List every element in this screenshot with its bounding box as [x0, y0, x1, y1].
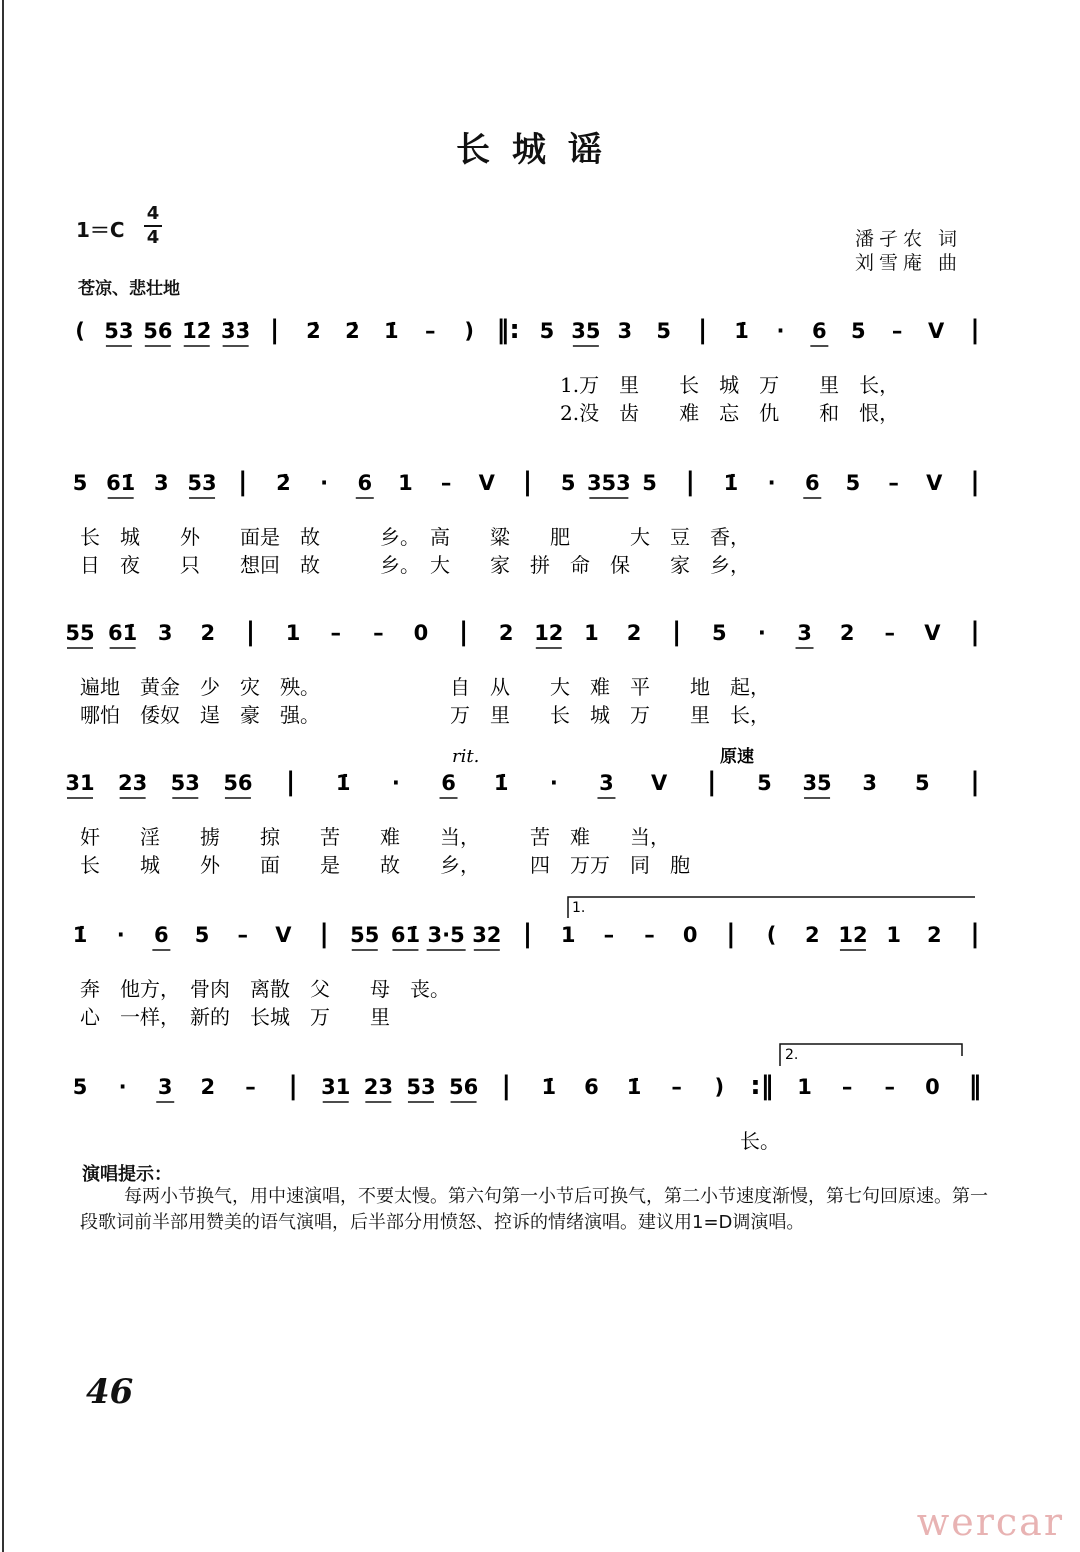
score-note: 2: [200, 1075, 216, 1099]
score-note: 5: [656, 319, 672, 343]
score-note: 61̇: [390, 923, 421, 947]
score-note: 2: [839, 621, 855, 645]
score-note: 3: [797, 621, 812, 645]
score-note: 1: [886, 923, 901, 947]
score-note: 5: [757, 771, 772, 795]
lyric-line: 奸 淫 掳 掠 苦 难 当， 苦 难 当，: [80, 825, 670, 849]
score-note: –: [841, 1075, 853, 1099]
lyric-line: 2.没 齿 难 忘 仇 和 恨，: [560, 401, 900, 425]
score-note: 2̇: [276, 471, 291, 495]
singing-tips-body: 每两小节换气，用中速演唱，不要太慢。第六句第一小节后可换气，第二小节速度渐慢，第七句回原速。第一段歌词前半部用赞美的语气演唱，后半部分用愤怒、控诉的情绪演唱。建议用1=D调演唱。: [80, 1186, 988, 1233]
score-note: ): [714, 1075, 725, 1099]
score-note: |: [501, 1071, 511, 1101]
time-signature-bottom: 4: [146, 227, 160, 248]
score-note: 23: [363, 1075, 393, 1099]
score-note: 353: [586, 471, 631, 495]
score-note: 1̇: [626, 1075, 642, 1099]
score-note: 1: [797, 1075, 812, 1099]
lyric-line: 长。: [80, 1129, 780, 1153]
score-note: 12: [838, 923, 868, 947]
score-note: 0: [925, 1075, 940, 1099]
page-number: 46: [86, 1372, 134, 1412]
singing-tips-heading: 演唱提示：: [82, 1164, 172, 1185]
score-note: 5: [642, 471, 657, 495]
score-note: ·: [757, 621, 766, 645]
score-note: 1: [398, 471, 413, 495]
score-note: 6: [441, 771, 456, 795]
lyric-line: 日 夜 只 想回 故 乡。 大 家 拼 命 保 家 乡，: [80, 553, 750, 577]
song-title: 长城谣: [456, 130, 624, 170]
score-note: 56: [448, 1075, 479, 1099]
score-note: ·: [776, 319, 785, 343]
score-note: –: [884, 1075, 896, 1099]
lyric-line: 长 城 外 面 是 故 乡， 四 万万 同 胞: [80, 853, 690, 877]
score-note: 23: [118, 771, 148, 795]
score-note: V: [927, 319, 945, 343]
score-note: 2: [498, 621, 514, 645]
lyric-line: 遍地 黄金 少 灾 殃。 自 从 大 难 平 地 起，: [80, 675, 770, 699]
score-note: 6: [812, 319, 827, 343]
score-note: (: [75, 319, 85, 343]
score-note: |: [970, 617, 980, 647]
score-note: 1̇: [383, 319, 399, 343]
score-note: |: [237, 467, 248, 497]
score-note: –: [603, 923, 615, 947]
lyric-line: 奔 他方， 骨肉 离散 父 母 丧。: [80, 977, 450, 1001]
lyric-line: 心 一样， 新的 长城 万 里: [80, 1005, 390, 1029]
score-note: 5: [711, 621, 727, 645]
score-note: 2: [804, 923, 820, 947]
expression-mark: 苍凉、悲壮地: [78, 279, 180, 299]
score-note: –: [644, 923, 655, 947]
score-note: 0: [682, 923, 698, 947]
score-note: V: [926, 471, 943, 495]
score-note: 2: [927, 923, 942, 947]
score-note: 2: [200, 621, 216, 645]
score-note: V: [478, 471, 495, 495]
score-note: –: [671, 1075, 682, 1099]
score-note: |: [269, 315, 280, 345]
score-note: 6: [154, 923, 169, 947]
lyric-line: 哪怕 倭奴 逞 豪 强。 万 里 长 城 万 里 长，: [80, 703, 770, 727]
rit-marking: rit.: [452, 746, 480, 767]
score-note: 32: [472, 923, 502, 947]
time-signature-top: 4: [146, 203, 160, 224]
volta-second-bracket: [780, 1044, 962, 1066]
score-note: 53: [170, 771, 200, 795]
score-note: 1̇2̇: [182, 319, 212, 343]
score-note: |: [245, 617, 256, 647]
score-note: 1̇: [734, 319, 749, 343]
score-note: (: [766, 923, 777, 947]
score-note: :‖: [750, 1071, 774, 1101]
score-note: 3̇3̇: [221, 319, 251, 343]
watermark: wercar: [916, 1500, 1064, 1544]
score-note: –: [237, 923, 248, 947]
score-note: 1̇: [335, 771, 351, 795]
score-note: –: [424, 319, 436, 343]
score-note: 5: [72, 1075, 88, 1099]
score-note: ‖:: [496, 315, 520, 345]
score-note: |: [970, 467, 980, 497]
score-note: |: [285, 767, 296, 797]
score-note: 35: [571, 319, 601, 343]
score-note: 31: [65, 771, 95, 795]
score-note: |: [288, 1071, 298, 1101]
score-note: |: [671, 617, 682, 647]
score-note: V: [924, 621, 941, 645]
score-note: 1̇: [493, 771, 509, 795]
score-note: 5: [194, 923, 210, 947]
score-note: 56: [223, 771, 253, 795]
score-note: 53: [104, 319, 134, 343]
score-note: 5: [539, 319, 555, 343]
volta-first-bracket: [568, 897, 975, 918]
score-note: 1̇: [723, 471, 739, 495]
score-note: 3: [157, 1075, 173, 1099]
score-note: |: [970, 767, 980, 797]
score-note: 5: [845, 471, 861, 495]
score-note: 3: [157, 621, 173, 645]
score-note: 1̇: [72, 923, 88, 947]
lyricist-credit: 潘孑农 词: [854, 228, 962, 250]
score-note: |: [319, 919, 329, 949]
score-note: |: [970, 315, 980, 345]
score-note: 31: [321, 1075, 351, 1099]
score-note: |: [970, 919, 980, 949]
score-note: 35: [802, 771, 832, 795]
lyric-line: 1.万 里 长 城 万 里 长，: [560, 373, 900, 397]
score-note: 55: [65, 621, 95, 645]
score-note: |: [697, 315, 708, 345]
score-note: ‖: [968, 1071, 982, 1101]
tempo-marking: 原速: [720, 747, 754, 767]
score-note: |: [726, 919, 736, 949]
lyric-line: 长 城 外 面是 故 乡。 高 粱 肥 大 豆 香，: [80, 525, 750, 549]
score-note: –: [884, 621, 896, 645]
score-note: 1: [584, 621, 599, 645]
score-note: |: [707, 767, 717, 797]
score-note: V: [650, 771, 668, 795]
score-note: 53: [406, 1075, 436, 1099]
score-note: |: [522, 467, 533, 497]
score-note: 1: [285, 621, 301, 645]
key-signature: 1＝C: [76, 218, 125, 242]
score-note: 5: [560, 471, 576, 495]
score-note: 3: [154, 471, 169, 495]
score-note: |: [458, 617, 469, 647]
score-note: 55: [350, 923, 380, 947]
score-note: |: [685, 467, 695, 497]
score-note: V: [275, 923, 292, 947]
score-note: 6: [584, 1075, 599, 1099]
volta-second-label: 2.: [785, 1047, 799, 1063]
volta-first-label: 1.: [572, 900, 586, 916]
score-note: –: [888, 471, 899, 495]
score-note: –: [373, 621, 384, 645]
score-note: –: [330, 621, 341, 645]
score-note: ·: [391, 771, 400, 795]
score-note: 6: [804, 471, 820, 495]
score-note: 1̇: [541, 1075, 557, 1099]
score-note: –: [440, 471, 452, 495]
score-note: |: [522, 919, 533, 949]
score-note: 3: [617, 319, 633, 343]
score-note: –: [245, 1075, 256, 1099]
score-note: ·: [116, 923, 125, 947]
score-note: ·: [767, 471, 776, 495]
score-note: –: [891, 319, 903, 343]
composer-credit: 刘雪庵 曲: [854, 252, 962, 274]
score-note: 6: [357, 471, 373, 495]
score-note: ): [464, 319, 474, 343]
score-note: ·: [118, 1075, 127, 1099]
score-note: 5: [72, 471, 88, 495]
score-note: 2: [626, 621, 642, 645]
score-note: 1: [560, 923, 576, 947]
score-note: 3·5: [427, 923, 465, 947]
score-note: 2̇: [345, 319, 360, 343]
score-note: 5: [915, 771, 930, 795]
score-note: 3: [599, 771, 614, 795]
score-note: 5: [850, 319, 866, 343]
score-note: 0: [413, 621, 429, 645]
score-note: 53: [187, 471, 217, 495]
score-note: 12: [534, 621, 564, 645]
score-note: 56: [143, 319, 173, 343]
score-note: ·: [320, 471, 329, 495]
score-note: ·: [549, 771, 558, 795]
score-note: 2̇: [306, 319, 321, 343]
score-note: 61̇: [106, 471, 136, 495]
score-note: 61̇: [108, 621, 138, 645]
score-note: 3: [862, 771, 878, 795]
